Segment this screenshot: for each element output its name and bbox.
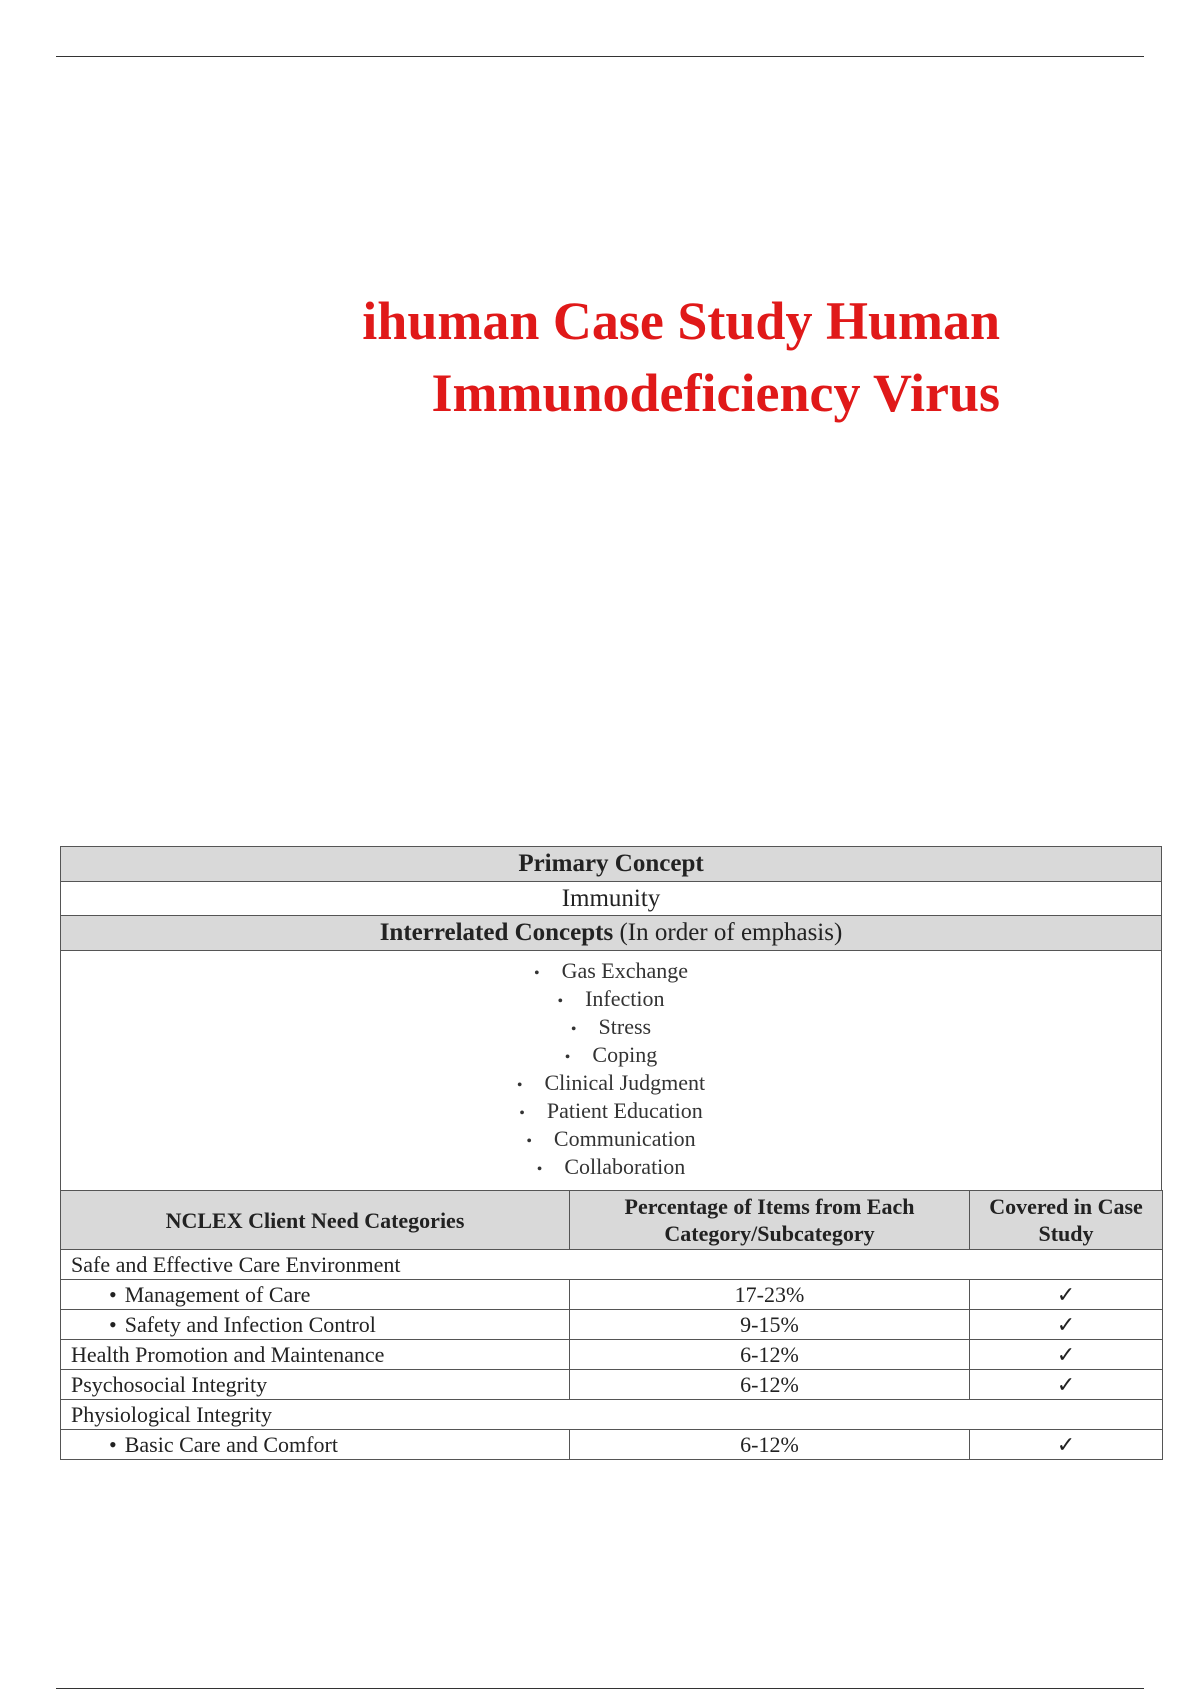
title-line-2: Immunodeficiency Virus [431,363,1000,423]
table-row [61,1430,1163,1460]
percent-cell: 6-12% [570,1370,970,1400]
list-item: • Gas Exchange [533,958,689,983]
interrelated-concepts-header [61,916,1162,951]
category-label: Psychosocial Integrity [61,1370,570,1400]
covered-checkmark: ✓ [970,1340,1163,1370]
percent-cell: 6-12% [570,1430,970,1460]
nclex-table [60,1190,1163,1460]
title-line-1: ihuman Case Study Human [362,291,1000,351]
table-row [61,1250,1163,1280]
covered-checkmark: ✓ [970,1280,1163,1310]
list-item: • Infection [557,986,665,1011]
header-covered: Covered in Case Study [970,1191,1163,1250]
subcategory-label: • Management of Care [61,1280,570,1310]
list-item: • Clinical Judgment [516,1070,706,1095]
interrelated-note: (In order of emphasis) [619,919,843,946]
table-row [61,1370,1163,1400]
document-title [200,285,1000,429]
interrelated-title: Interrelated Concepts [379,919,614,946]
covered-checkmark: ✓ [970,1430,1163,1460]
subcategory-label: • Basic Care and Comfort [61,1430,570,1460]
nclex-header-row [61,1191,1163,1250]
covered-checkmark: ✓ [970,1310,1163,1340]
top-rule [56,56,1144,57]
table-row [61,1340,1163,1370]
table-row [61,1310,1163,1340]
list-item: • Patient Education [519,1098,703,1123]
list-item: • Stress [570,1014,652,1039]
category-label: Safe and Effective Care Environment [61,1250,1163,1280]
interrelated-concepts-list [61,951,1161,1191]
primary-concept-header: Primary Concept [61,847,1162,882]
concepts-table [60,846,1162,1192]
table-row [61,1280,1163,1310]
category-label: Health Promotion and Maintenance [61,1340,570,1370]
interrelated-concepts-list-cell [61,951,1162,1192]
category-label: Physiological Integrity [61,1400,1163,1430]
list-item: • Collaboration [536,1154,686,1179]
list-item: • Communication [526,1126,696,1151]
header-percentage: Percentage of Items from Each Category/Subcategory [570,1191,970,1250]
percent-cell: 6-12% [570,1340,970,1370]
primary-concept-value: Immunity [61,882,1162,916]
percent-cell: 17-23% [570,1280,970,1310]
table-row [61,1400,1163,1430]
bottom-rule [56,1688,1144,1689]
list-item: • Coping [564,1042,658,1067]
percent-cell: 9-15% [570,1310,970,1340]
subcategory-label: • Safety and Infection Control [61,1310,570,1340]
covered-checkmark: ✓ [970,1370,1163,1400]
header-categories: NCLEX Client Need Categories [61,1191,570,1250]
